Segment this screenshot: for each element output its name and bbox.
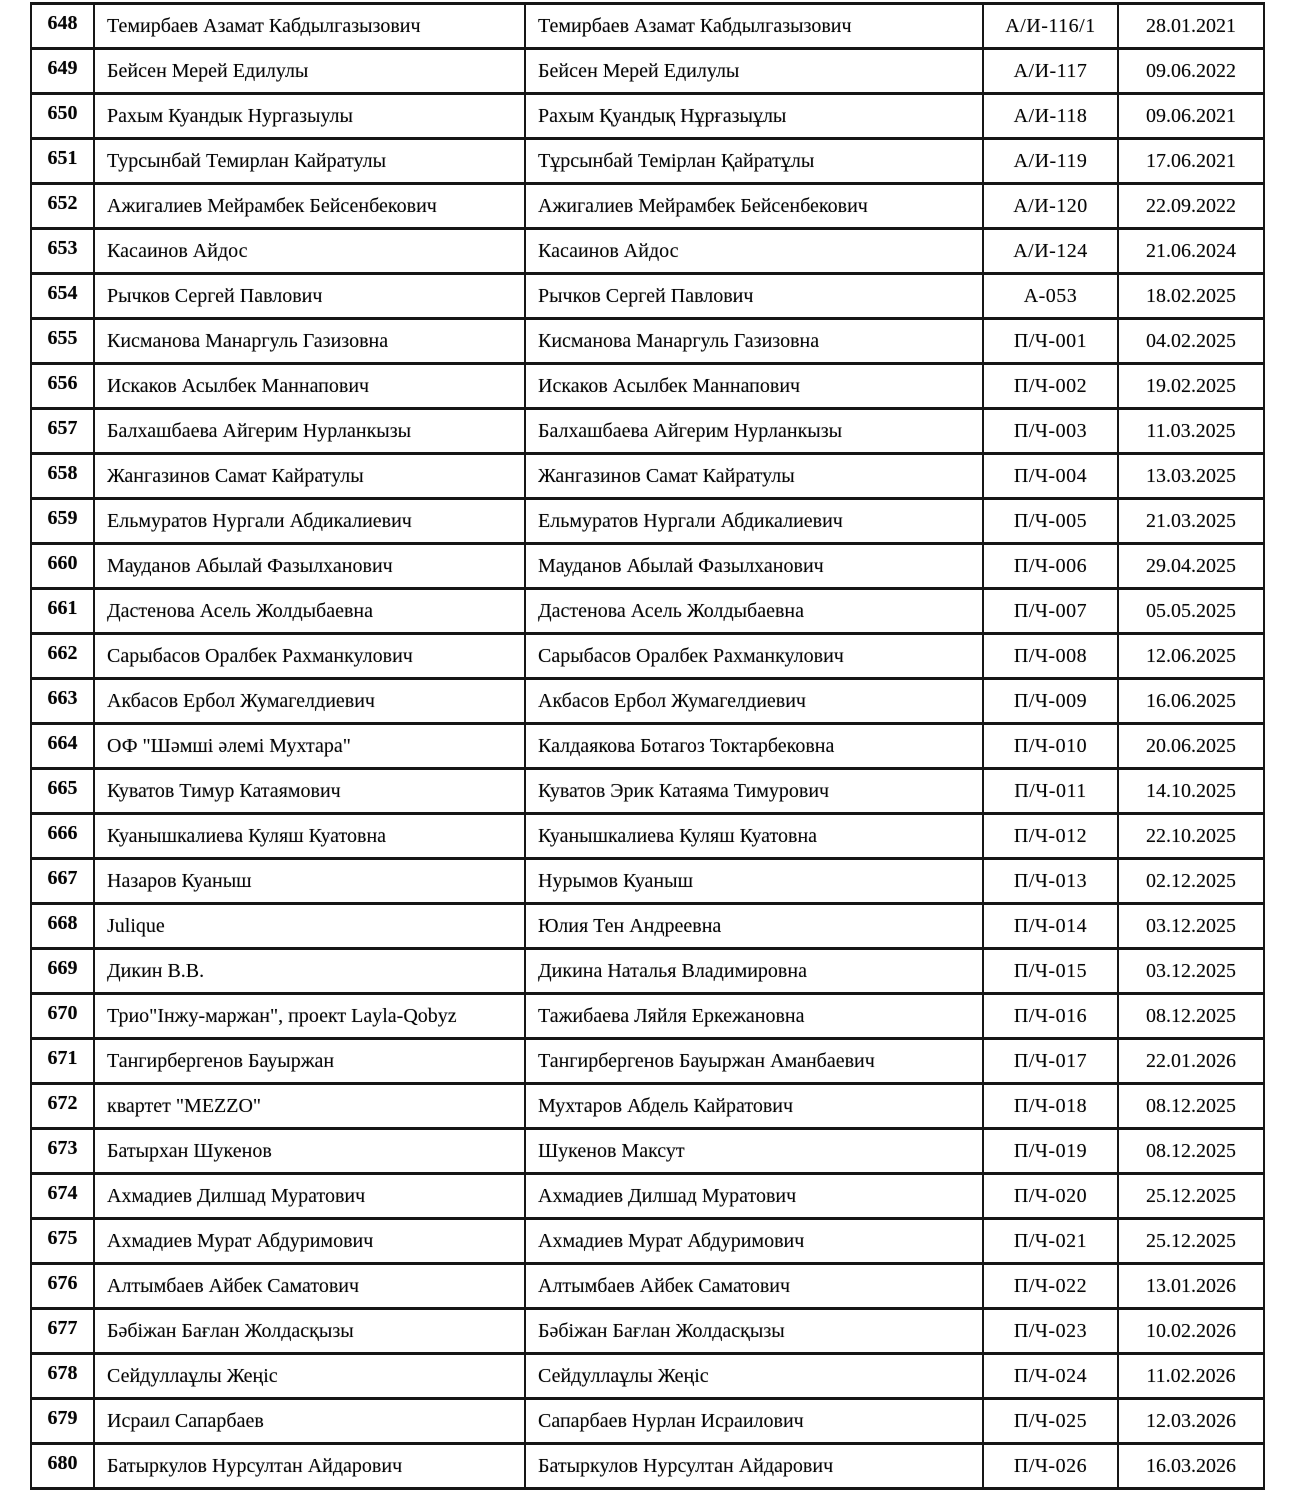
row-number-cell: 652 xyxy=(31,184,94,229)
certificate-number-cell: П/Ч-020 xyxy=(983,1174,1118,1219)
date-cell: 13.01.2026 xyxy=(1118,1264,1264,1309)
certificate-number-cell: П/Ч-016 xyxy=(983,994,1118,1039)
certificate-number-cell: П/Ч-022 xyxy=(983,1264,1118,1309)
certificate-number-cell: П/Ч-011 xyxy=(983,769,1118,814)
declared-name-cell: Рычков Сергей Павлович xyxy=(94,274,525,319)
date-cell: 22.09.2022 xyxy=(1118,184,1264,229)
certificate-number-cell: П/Ч-021 xyxy=(983,1219,1118,1264)
row-number-cell: 648 xyxy=(31,4,94,49)
date-cell: 09.06.2021 xyxy=(1118,94,1264,139)
row-number-cell: 650 xyxy=(31,94,94,139)
full-name-cell: Алтымбаев Айбек Саматович xyxy=(525,1264,983,1309)
declared-name-cell: Куанышкалиева Куляш Куатовна xyxy=(94,814,525,859)
table-row xyxy=(31,184,1264,229)
certificate-number-cell: П/Ч-003 xyxy=(983,409,1118,454)
declared-name-cell: Алтымбаев Айбек Саматович xyxy=(94,1264,525,1309)
table-row xyxy=(31,319,1264,364)
table-row xyxy=(31,1354,1264,1399)
declared-name-cell: Ахмадиев Дилшад Муратович xyxy=(94,1174,525,1219)
table-row xyxy=(31,904,1264,949)
full-name-cell: Юлия Тен Андреевна xyxy=(525,904,983,949)
declared-name-cell: Турсынбай Темирлан Кайратулы xyxy=(94,139,525,184)
full-name-cell: Дикина Наталья Владимировна xyxy=(525,949,983,994)
declared-name-cell: Искаков Асылбек Маннапович xyxy=(94,364,525,409)
certificate-number-cell: П/Ч-014 xyxy=(983,904,1118,949)
declared-name-cell: Батырхан Шукенов xyxy=(94,1129,525,1174)
declared-name-cell: Тангирбергенов Бауыржан xyxy=(94,1039,525,1084)
declared-name-cell: Мауданов Абылай Фазылханович xyxy=(94,544,525,589)
table-row xyxy=(31,94,1264,139)
date-cell: 22.01.2026 xyxy=(1118,1039,1264,1084)
declared-name-cell: Дикин В.В. xyxy=(94,949,525,994)
table-row xyxy=(31,589,1264,634)
certificate-number-cell: А/И-117 xyxy=(983,49,1118,94)
declared-name-cell: квартет "MEZZO" xyxy=(94,1084,525,1129)
declared-name-cell: Кисманова Манаргуль Газизовна xyxy=(94,319,525,364)
declared-name-cell: Темирбаев Азамат Кабдылгазызович xyxy=(94,4,525,49)
declared-name-cell: Бәбіжан Бағлан Жолдасқызы xyxy=(94,1309,525,1354)
full-name-cell: Бейсен Мерей Едилулы xyxy=(525,49,983,94)
date-cell: 16.06.2025 xyxy=(1118,679,1264,724)
declared-name-cell: Назаров Куаныш xyxy=(94,859,525,904)
date-cell: 25.12.2025 xyxy=(1118,1219,1264,1264)
row-number-cell: 656 xyxy=(31,364,94,409)
full-name-cell: Калдаякова Ботагоз Токтарбековна xyxy=(525,724,983,769)
table-row xyxy=(31,229,1264,274)
row-number-cell: 662 xyxy=(31,634,94,679)
table-row xyxy=(31,994,1264,1039)
table-row xyxy=(31,679,1264,724)
registry-table xyxy=(30,2,1265,1490)
full-name-cell: Жангазинов Самат Кайратулы xyxy=(525,454,983,499)
date-cell: 03.12.2025 xyxy=(1118,904,1264,949)
date-cell: 17.06.2021 xyxy=(1118,139,1264,184)
declared-name-cell: Исраил Сапарбаев xyxy=(94,1399,525,1444)
full-name-cell: Ахмадиев Мурат Абдуримович xyxy=(525,1219,983,1264)
table-row xyxy=(31,634,1264,679)
declared-name-cell: Julique xyxy=(94,904,525,949)
certificate-number-cell: П/Ч-025 xyxy=(983,1399,1118,1444)
row-number-cell: 653 xyxy=(31,229,94,274)
row-number-cell: 680 xyxy=(31,1444,94,1489)
full-name-cell: Тұрсынбай Темірлан Қайратұлы xyxy=(525,139,983,184)
row-number-cell: 671 xyxy=(31,1039,94,1084)
full-name-cell: Акбасов Ербол Жумагелдиевич xyxy=(525,679,983,724)
date-cell: 16.03.2026 xyxy=(1118,1444,1264,1489)
full-name-cell: Тангирбергенов Бауыржан Аманбаевич xyxy=(525,1039,983,1084)
table-row xyxy=(31,1129,1264,1174)
row-number-cell: 679 xyxy=(31,1399,94,1444)
row-number-cell: 673 xyxy=(31,1129,94,1174)
date-cell: 11.03.2025 xyxy=(1118,409,1264,454)
table-row xyxy=(31,139,1264,184)
certificate-number-cell: П/Ч-001 xyxy=(983,319,1118,364)
row-number-cell: 672 xyxy=(31,1084,94,1129)
full-name-cell: Батыркулов Нурсултан Айдарович xyxy=(525,1444,983,1489)
certificate-number-cell: П/Ч-009 xyxy=(983,679,1118,724)
full-name-cell: Тажибаева Ляйля Еркежановна xyxy=(525,994,983,1039)
full-name-cell: Рычков Сергей Павлович xyxy=(525,274,983,319)
full-name-cell: Ахмадиев Дилшад Муратович xyxy=(525,1174,983,1219)
full-name-cell: Куанышкалиева Куляш Куатовна xyxy=(525,814,983,859)
certificate-number-cell: А/И-118 xyxy=(983,94,1118,139)
date-cell: 28.01.2021 xyxy=(1118,4,1264,49)
declared-name-cell: Ажигалиев Мейрамбек Бейсенбекович xyxy=(94,184,525,229)
certificate-number-cell: П/Ч-013 xyxy=(983,859,1118,904)
certificate-number-cell: П/Ч-015 xyxy=(983,949,1118,994)
full-name-cell: Рахым Қуандық Нұрғазыұлы xyxy=(525,94,983,139)
certificate-number-cell: П/Ч-004 xyxy=(983,454,1118,499)
declared-name-cell: Ахмадиев Мурат Абдуримович xyxy=(94,1219,525,1264)
certificate-number-cell: П/Ч-010 xyxy=(983,724,1118,769)
declared-name-cell: Трио"Інжу-маржан", проект Layla-Qobyz xyxy=(94,994,525,1039)
row-number-cell: 661 xyxy=(31,589,94,634)
row-number-cell: 658 xyxy=(31,454,94,499)
full-name-cell: Сапарбаев Нурлан Исраилович xyxy=(525,1399,983,1444)
declared-name-cell: Балхашбаева Айгерим Нурланкызы xyxy=(94,409,525,454)
table-row xyxy=(31,454,1264,499)
certificate-number-cell: П/Ч-008 xyxy=(983,634,1118,679)
date-cell: 14.10.2025 xyxy=(1118,769,1264,814)
date-cell: 21.03.2025 xyxy=(1118,499,1264,544)
row-number-cell: 667 xyxy=(31,859,94,904)
row-number-cell: 678 xyxy=(31,1354,94,1399)
date-cell: 29.04.2025 xyxy=(1118,544,1264,589)
date-cell: 25.12.2025 xyxy=(1118,1174,1264,1219)
date-cell: 03.12.2025 xyxy=(1118,949,1264,994)
declared-name-cell: Касаинов Айдос xyxy=(94,229,525,274)
declared-name-cell: Акбасов Ербол Жумагелдиевич xyxy=(94,679,525,724)
row-number-cell: 674 xyxy=(31,1174,94,1219)
date-cell: 20.06.2025 xyxy=(1118,724,1264,769)
declared-name-cell: Батыркулов Нурсултан Айдарович xyxy=(94,1444,525,1489)
declared-name-cell: Сарыбасов Оралбек Рахманкулович xyxy=(94,634,525,679)
full-name-cell: Бәбіжан Бағлан Жолдасқызы xyxy=(525,1309,983,1354)
full-name-cell: Мухтаров Абдель Кайратович xyxy=(525,1084,983,1129)
date-cell: 18.02.2025 xyxy=(1118,274,1264,319)
table-row xyxy=(31,1219,1264,1264)
date-cell: 12.06.2025 xyxy=(1118,634,1264,679)
row-number-cell: 649 xyxy=(31,49,94,94)
row-number-cell: 676 xyxy=(31,1264,94,1309)
table-row xyxy=(31,1264,1264,1309)
table-row xyxy=(31,949,1264,994)
certificate-number-cell: П/Ч-006 xyxy=(983,544,1118,589)
table-row xyxy=(31,1309,1264,1354)
declared-name-cell: ОФ "Шәмші әлемі Мухтара" xyxy=(94,724,525,769)
table-row xyxy=(31,724,1264,769)
certificate-number-cell: А/И-120 xyxy=(983,184,1118,229)
full-name-cell: Сарыбасов Оралбек Рахманкулович xyxy=(525,634,983,679)
full-name-cell: Куватов Эрик Катаяма Тимурович xyxy=(525,769,983,814)
certificate-number-cell: П/Ч-002 xyxy=(983,364,1118,409)
date-cell: 11.02.2026 xyxy=(1118,1354,1264,1399)
date-cell: 19.02.2025 xyxy=(1118,364,1264,409)
declared-name-cell: Куватов Тимур Катаямович xyxy=(94,769,525,814)
certificate-number-cell: П/Ч-019 xyxy=(983,1129,1118,1174)
full-name-cell: Кисманова Манаргуль Газизовна xyxy=(525,319,983,364)
table-row xyxy=(31,274,1264,319)
row-number-cell: 666 xyxy=(31,814,94,859)
table-row xyxy=(31,1174,1264,1219)
row-number-cell: 669 xyxy=(31,949,94,994)
row-number-cell: 663 xyxy=(31,679,94,724)
table-body xyxy=(31,4,1264,1489)
certificate-number-cell: А/И-116/1 xyxy=(983,4,1118,49)
table-row xyxy=(31,409,1264,454)
certificate-number-cell: П/Ч-005 xyxy=(983,499,1118,544)
certificate-number-cell: П/Ч-024 xyxy=(983,1354,1118,1399)
date-cell: 22.10.2025 xyxy=(1118,814,1264,859)
row-number-cell: 651 xyxy=(31,139,94,184)
row-number-cell: 657 xyxy=(31,409,94,454)
full-name-cell: Искаков Асылбек Маннапович xyxy=(525,364,983,409)
table-row xyxy=(31,814,1264,859)
table-row xyxy=(31,1444,1264,1489)
full-name-cell: Мауданов Абылай Фазылханович xyxy=(525,544,983,589)
certificate-number-cell: А-053 xyxy=(983,274,1118,319)
row-number-cell: 668 xyxy=(31,904,94,949)
declared-name-cell: Дастенова Асель Жолдыбаевна xyxy=(94,589,525,634)
date-cell: 10.02.2026 xyxy=(1118,1309,1264,1354)
date-cell: 08.12.2025 xyxy=(1118,1129,1264,1174)
declared-name-cell: Жангазинов Самат Кайратулы xyxy=(94,454,525,499)
row-number-cell: 675 xyxy=(31,1219,94,1264)
declared-name-cell: Рахым Куандык Нургазыулы xyxy=(94,94,525,139)
full-name-cell: Балхашбаева Айгерим Нурланкызы xyxy=(525,409,983,454)
declared-name-cell: Бейсен Мерей Едилулы xyxy=(94,49,525,94)
certificate-number-cell: П/Ч-018 xyxy=(983,1084,1118,1129)
date-cell: 13.03.2025 xyxy=(1118,454,1264,499)
full-name-cell: Шукенов Максут xyxy=(525,1129,983,1174)
table-row xyxy=(31,4,1264,49)
row-number-cell: 677 xyxy=(31,1309,94,1354)
table-row xyxy=(31,1399,1264,1444)
table-row xyxy=(31,544,1264,589)
row-number-cell: 670 xyxy=(31,994,94,1039)
date-cell: 09.06.2022 xyxy=(1118,49,1264,94)
date-cell: 05.05.2025 xyxy=(1118,589,1264,634)
full-name-cell: Сейдуллаұлы Жеңіс xyxy=(525,1354,983,1399)
date-cell: 02.12.2025 xyxy=(1118,859,1264,904)
date-cell: 08.12.2025 xyxy=(1118,1084,1264,1129)
certificate-number-cell: П/Ч-017 xyxy=(983,1039,1118,1084)
row-number-cell: 654 xyxy=(31,274,94,319)
certificate-number-cell: П/Ч-023 xyxy=(983,1309,1118,1354)
row-number-cell: 660 xyxy=(31,544,94,589)
table-row xyxy=(31,49,1264,94)
row-number-cell: 665 xyxy=(31,769,94,814)
row-number-cell: 664 xyxy=(31,724,94,769)
certificate-number-cell: П/Ч-026 xyxy=(983,1444,1118,1489)
full-name-cell: Касаинов Айдос xyxy=(525,229,983,274)
declared-name-cell: Сейдуллаұлы Жеңіс xyxy=(94,1354,525,1399)
row-number-cell: 655 xyxy=(31,319,94,364)
table-row xyxy=(31,364,1264,409)
date-cell: 08.12.2025 xyxy=(1118,994,1264,1039)
certificate-number-cell: А/И-124 xyxy=(983,229,1118,274)
certificate-number-cell: П/Ч-012 xyxy=(983,814,1118,859)
certificate-number-cell: П/Ч-007 xyxy=(983,589,1118,634)
table-row xyxy=(31,859,1264,904)
certificate-number-cell: А/И-119 xyxy=(983,139,1118,184)
full-name-cell: Дастенова Асель Жолдыбаевна xyxy=(525,589,983,634)
table-row xyxy=(31,769,1264,814)
row-number-cell: 659 xyxy=(31,499,94,544)
date-cell: 12.03.2026 xyxy=(1118,1399,1264,1444)
declared-name-cell: Ельмуратов Нургали Абдикалиевич xyxy=(94,499,525,544)
table-row xyxy=(31,1039,1264,1084)
full-name-cell: Нурымов Куаныш xyxy=(525,859,983,904)
full-name-cell: Темирбаев Азамат Кабдылгазызович xyxy=(525,4,983,49)
date-cell: 21.06.2024 xyxy=(1118,229,1264,274)
table-row xyxy=(31,499,1264,544)
date-cell: 04.02.2025 xyxy=(1118,319,1264,364)
table-row xyxy=(31,1084,1264,1129)
full-name-cell: Ельмуратов Нургали Абдикалиевич xyxy=(525,499,983,544)
full-name-cell: Ажигалиев Мейрамбек Бейсенбекович xyxy=(525,184,983,229)
